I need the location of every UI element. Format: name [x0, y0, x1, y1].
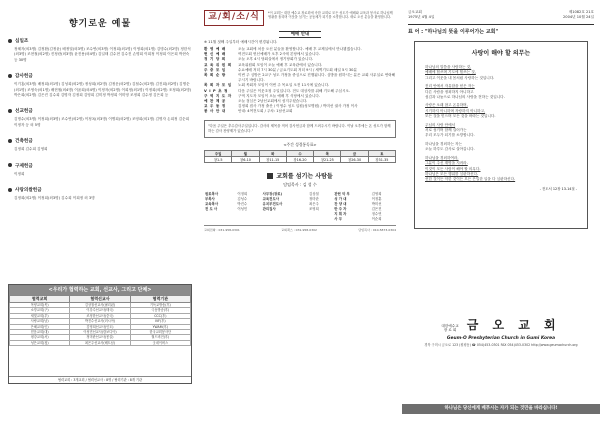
staff-name: 김은진	[371, 206, 382, 211]
poem-line: 하나님의 말씀을 사랑하는 것,	[425, 65, 472, 69]
staff-role: 원로목사	[205, 191, 219, 196]
bulletin-meta-right	[563, 10, 594, 20]
section-text: 이기홍(외3명) 배정희(외1명) 김성희(외2명) 정성희(외2명) 김정운(외2명) 김철수(외2명) 김진희(외2명) 김명순(외1명) 조영숙(외1명) 배현철(외4명) 이윤희(외4명) 이정자(외2명) 이희정(외1명) 이정희(외2명) 조정희(외2명) 박은희(외2명) 김은진 김수희 김명자 김정희 김영희 김미정 박정희 이미영 조정희 김수정 김은희 등	[14, 82, 192, 98]
schedule-reading: 창1-5	[205, 156, 232, 162]
news-text: 수요예배 저녁 7시 30분 / 금요기도회 저녁 9시 / 새벽기도회 매일 5시 30분	[238, 67, 357, 72]
staff-name: 박진수	[237, 201, 248, 206]
poem-box	[414, 41, 588, 229]
bullet-icon	[8, 188, 12, 192]
news-label: 교 육 위 원 회	[204, 62, 232, 67]
denomination-top: 대한예수교	[441, 323, 459, 328]
news-label: 봉 사 안 내	[204, 109, 226, 114]
news-label: 예 찬 제 공	[204, 99, 226, 104]
news-text: 오늘 오후 4시 당회실에서 정기당회가 있습니다.	[238, 57, 314, 62]
staff-role	[204, 217, 236, 222]
news-label: 헌 신 예 배	[204, 52, 226, 57]
offering-section	[8, 138, 192, 152]
offering-section	[8, 73, 192, 98]
contact-item: 교회전화 : 031-958-0301	[204, 227, 240, 232]
poem-line: 이것이 모든 사람이 해야 할 의무다.	[425, 166, 481, 171]
schedule-reading: 창21-25	[314, 156, 341, 162]
table-row	[10, 324, 191, 329]
table-cell: 은혜교회(인)	[10, 324, 70, 329]
table-cell: CCC(후)	[130, 313, 190, 318]
staff-name: 최은주	[308, 201, 319, 206]
church-name-row	[408, 316, 594, 333]
schedule-row	[205, 156, 396, 162]
order-sub: ※ 11월 첫째 주일부터 예배시간이 변경됩니다.	[204, 40, 278, 44]
section-text: 정혜자(외3명) 김정환(김정윤) 배정열(외3명) 조수연(외3명) 이정희(외1명) 이영희(외1명) 김명수(외2명) 정한석(외3명) 조현철(외2명) 진정란(외3명) 윤진용(외4명) 김일태 김수현 김수진 손명희 이희정 이정희 이은희 박현숙 등 30명	[14, 47, 191, 62]
offering-panel	[0, 0, 198, 424]
denomination-bottom: 장 로 회	[443, 328, 457, 333]
table-cell: 평강교회(서)	[10, 335, 70, 340]
section-heading-text: 십일조	[15, 39, 29, 44]
section-heading	[8, 38, 192, 44]
staff-table	[204, 192, 396, 222]
staff-name: 정미란	[308, 196, 319, 201]
staff-name: 정수연	[371, 211, 382, 216]
news-label: V I P 초 청	[204, 88, 229, 93]
poem-line: 다른 사람을 정죄하지 아니하고	[425, 89, 474, 94]
staff-role: 유치부전도사	[262, 201, 283, 206]
offering-section	[8, 38, 192, 63]
order-label-text: 예배 안내	[279, 31, 322, 38]
poem-signature: - 전도서 12장 13-14절 -	[539, 186, 577, 191]
staff-role: 성 가 대	[334, 196, 347, 201]
news-text: 구역 지도자 모임이 오늘 예배 후 식당에서 있습니다.	[238, 93, 321, 98]
table-cell: IVF(후)	[130, 319, 190, 324]
bullet-icon	[8, 74, 12, 78]
issue-number: 제1082호 21호	[568, 10, 594, 14]
church-name: 금 오 교 회	[466, 318, 561, 332]
table-cell: 믿음교회(대)	[10, 330, 70, 335]
staff-title-text: 교회를 섬기는 사람들	[276, 172, 333, 180]
poem-line: 선한 것이든 악한 것이든 모든 은밀한 일을 다 심판하신다.	[425, 177, 516, 182]
table-cell: 박진수선교사(러시아)	[70, 319, 130, 324]
staff-name: 박미선	[371, 201, 382, 206]
poem-line: 사랑은 오래 참고 온유하며,	[425, 103, 468, 108]
table-cell: 조정한선교사(중국)	[70, 313, 130, 318]
staff-role: 찬 양 대	[334, 201, 347, 206]
table-cell: 소망교회(구)	[10, 308, 70, 313]
poem-heading: 사랑이 해야 할 의무는	[471, 50, 531, 57]
table-cell: 굿네이버스	[130, 340, 190, 345]
news-label: 목 회 순 방	[204, 73, 226, 78]
notice-box: "다음 주일은 추수감사주일입니다. 감사의 제목을 적어 감사헌금과 함께 드려주시기 바랍니다. 이날 오후에는 온 성도가 함께하는 감사 찬양제가 있습니다."	[204, 120, 396, 138]
contact-item: 교회팩스 : 031-958-0302	[281, 227, 317, 232]
table-row	[10, 313, 191, 318]
pastor-line: 담임목사 : 김 성 수	[283, 181, 317, 187]
divider	[408, 24, 594, 25]
news-label: 환 영 예 배	[204, 47, 226, 51]
church-english-name: Geum-O Presbyterian Church in Gumi Korea	[446, 336, 556, 341]
schedule-day: 주일	[205, 150, 232, 156]
poem-line: 서로 섬기며 함께 걸어가는	[425, 128, 467, 133]
staff-name: 김성수	[237, 196, 248, 201]
schedule-day: 수	[286, 150, 313, 156]
news-text: 오늘 교회에 처음 오신 분들을 환영합니다. 예배 후 교제실에서 만나뵙겠습니다.	[238, 47, 362, 51]
order-label	[204, 31, 396, 37]
section-heading-text: 감사헌금	[15, 74, 33, 80]
list-item	[204, 109, 396, 114]
poem-lines	[425, 65, 577, 183]
section-text: 김정희(외2명) 이정희(외3명) 김수희 이희정 외 3명	[14, 196, 95, 201]
table-cell: 김상철선교사(필리핀)	[70, 303, 130, 308]
schedule-day: 월	[232, 150, 259, 156]
table-cell: 목양교회(목)	[10, 303, 70, 308]
table-cell: 이강수선교사(태국)	[70, 308, 130, 313]
schedule-reading: 창26-30	[341, 156, 368, 162]
section-heading	[8, 73, 192, 79]
list-item	[204, 73, 396, 83]
section-heading-text: 선교헌금	[15, 109, 33, 115]
news-text: 노회 목회자 모임이 이번 주 목요일 오전 11시에 있습니다.	[238, 83, 330, 88]
news-label: 정 기 당 회	[204, 57, 226, 62]
staff-role: 사무장(장로)	[262, 191, 283, 196]
bulletin-meta	[408, 10, 594, 20]
table-cell: YWAM(후)	[130, 324, 190, 329]
staff-name: 김영희	[371, 191, 382, 196]
poem-line: 모든 것을 믿으며 모든 것을 바라는 것입니다.	[425, 114, 496, 119]
partner-col-header: 협력선교사	[70, 296, 130, 303]
staff-role: 사 무	[334, 216, 342, 221]
offering-title: 향기로운 예물	[68, 19, 132, 29]
bullet-icon	[8, 39, 12, 43]
news-label: 교 우 동 정	[204, 104, 226, 109]
table-cell: 김영희선교사(인도)	[70, 324, 130, 329]
schedule-day: 목	[314, 150, 341, 156]
poem-line: 주님의 사랑 안에서	[425, 122, 456, 127]
news-text: 이번 주 심방은 2교구 성도 가정을 중심으로 진행됩니다. 심방을 원하시는 분은 교회 사무실로 연락해 주시기 바랍니다.	[238, 73, 396, 83]
bullet-icon	[8, 163, 12, 167]
news-text: 다음 주일은 이웃초청 주일입니다. 전도 대상자를 위해 기도해 주십시오.	[238, 88, 351, 93]
issue-date: 2004년 10월 24일	[563, 15, 594, 19]
schedule-day: 금	[341, 150, 368, 156]
section-heading-text: 사랑의쌀헌금	[15, 188, 42, 194]
offering-sections	[8, 38, 192, 201]
news-logo: 교/회/소/식	[204, 10, 264, 26]
schedule-reading: 창11-15	[259, 156, 286, 162]
staff-name: 이정훈	[371, 196, 382, 201]
staff-role	[262, 217, 308, 222]
schedule-reading: 창16-20	[286, 156, 313, 162]
table-cell: 한국교회봉사단	[130, 330, 190, 335]
schedule-day: 화	[259, 150, 286, 156]
church-label: 금오교회	[408, 10, 422, 14]
table-row	[10, 319, 191, 324]
table-cell: 최은주선교사(베트남)	[70, 340, 130, 345]
poem-line: 섬김과 나눔으로 하나님의 사랑을 전하는 것입니다.	[425, 95, 505, 100]
partner-footer: 협력교회 : 3개교회 / 협력선교사 : 8명 / 협력기관 : 8개 기관	[9, 376, 191, 383]
section-heading-text: 건축헌금	[15, 139, 33, 145]
staff-name: 이정희	[237, 191, 248, 196]
schedule-label: <주간 성경통독표>	[283, 141, 317, 147]
staff-name	[236, 217, 261, 222]
staff-title	[204, 171, 396, 180]
cover-panel	[402, 0, 600, 424]
church-address: 경북 구미시 금오로 123 (원평동) ☎ 054)453-0301 FAX 054)453-0302 http://www.geumochurch.org	[424, 343, 578, 347]
news-label: 목 회 자 모 임	[204, 83, 232, 88]
table-cell: 극동방송(후)	[130, 308, 190, 313]
staff-name: 김상철	[308, 191, 319, 196]
news-list	[204, 47, 396, 115]
news-text: 여전도회 헌신예배가 오후 2시에 본당에서 있습니다.	[238, 52, 321, 57]
news-text: 교육위원회 모임이 오늘 예배 후 교육관에서 있습니다.	[238, 62, 323, 67]
table-row	[10, 340, 191, 345]
section-heading	[8, 163, 192, 169]
staff-role: 관현 악 부	[334, 191, 350, 196]
poem-line: 예배에 힘쓰며 기도에 힘쓰는 것,	[425, 70, 476, 75]
poem-line: 그리고 이웃을 내 몸처럼 사랑하는 것입니다.	[425, 75, 495, 80]
contact-footer	[204, 225, 396, 232]
offering-section	[8, 108, 192, 128]
section-heading	[8, 187, 192, 193]
staff-role: 관리집사	[262, 206, 276, 211]
section-heading	[8, 108, 192, 114]
poem-line: 하나님은 모든 행위를 심판하신다.	[425, 171, 479, 176]
poem-line: 진리 안에서 자유함을 얻은 자는	[425, 84, 475, 89]
section-heading	[8, 138, 192, 144]
partner-box	[8, 284, 192, 384]
table-row	[10, 308, 191, 313]
staff-role: 교육전도사	[262, 196, 280, 201]
bullet-icon	[8, 109, 12, 113]
motto-title: 표 어 : "하나님의 뜻을 이루어가는 교회"	[408, 29, 499, 35]
table-row	[204, 217, 396, 222]
staff-name: 이성민	[237, 206, 248, 211]
founded-date: 1975년 4월 4일	[408, 15, 435, 19]
poem-line: 하나님을 경외하는 자는	[425, 141, 462, 146]
staff-name	[308, 217, 333, 222]
partner-table	[9, 295, 191, 346]
partner-col-header: 협력기관	[130, 296, 190, 303]
staff-role: 반 주 자	[334, 206, 347, 211]
news-text: 김정희 집사 가정 출산 / 이영수 성도 입원(성모병원) / 박미선 권사 가정 이사	[238, 104, 358, 109]
staff-name: 이순희	[371, 216, 382, 221]
poem-line: 하나님을 경외하여라,	[425, 155, 459, 160]
church-news-panel	[200, 0, 400, 424]
table-cell: 기독교방송(후)	[130, 303, 190, 308]
table-row	[10, 335, 191, 340]
contact-item: 담임목사 : 010-5873-0304	[358, 227, 396, 232]
footer-slogan: 하나님은 당신에게 베푸시는 자가 되는 것만을 바라십니다!	[402, 404, 600, 414]
partner-table-head	[10, 296, 191, 303]
news-text: 안내: 4여전도회 / 주차: 1남선교회	[238, 109, 293, 114]
section-text: 이정희	[14, 171, 25, 176]
schedule-reading: 창6-10	[232, 156, 259, 162]
staff-role: 교육목사	[205, 201, 219, 206]
offering-section	[8, 187, 192, 201]
poem-line: 시기하지 아니하며 자랑하지 아니하고,	[425, 108, 486, 113]
table-cell: 새빛교회(부)	[10, 313, 70, 318]
section-heading-text: 구제헌금	[15, 163, 33, 169]
partner-header: <우리가 협력하는 교회, 선교사, 그리고 단체>	[9, 285, 191, 295]
table-cell: 성은교회(청)	[10, 340, 70, 345]
partner-table-body	[10, 303, 191, 346]
table-cell: 정미란선교사(몽골)	[70, 335, 130, 340]
partner-col-header: 협력교회	[10, 296, 70, 303]
news-label: 구 역 지 도 자	[204, 93, 232, 98]
church-identity	[408, 316, 594, 347]
news-text: 오늘 점심은 2남선교회에서 섬겨주셨습니다.	[238, 99, 308, 104]
section-text: 김정희 김수희 김영희	[14, 147, 48, 152]
table-cell: 사랑교회(남)	[10, 319, 70, 324]
section-text: 김명수(외3명) 이정희(외3명) 조수연(외2명) 이정옥(외3명) 이병희(외2명) 조영희(외1명) 김명자 손희정 김순희 이정자 등 외 5명	[14, 117, 190, 127]
table-cell: 이성민선교사(캄보디아)	[70, 330, 130, 335]
poem-line: 오늘 하루도 감사로 살아갑니다.	[425, 147, 475, 152]
staff-role: 지 휘 자	[334, 211, 347, 216]
denomination	[441, 324, 458, 333]
schedule-reading: 창31-35	[368, 156, 395, 162]
news-header	[204, 10, 396, 26]
staff-role: 부목사	[205, 196, 215, 201]
news-label: 주 중 모 임	[204, 67, 226, 72]
schedule-table	[204, 150, 396, 163]
staff-name: 조영희	[308, 206, 319, 211]
news-motto: *이 교회는 대한 예수교 장로회에 속한 교회로 모든 성도가 예배와 교육과 봉사로 하나님께 영광을 돌리며 이웃을 섬기는 공동체가 되기를 소망합니다. 새로 오신 분들을 환영합니다.	[268, 11, 393, 20]
poem-line: 우리 모두가 되기를 소망합니다.	[425, 133, 475, 138]
square-icon	[267, 173, 273, 179]
bulletin-meta-left	[408, 10, 434, 20]
poem-line: 그분이 주신 계명을 지켜라.	[425, 161, 468, 166]
table-cell: 월드비전(후)	[130, 335, 190, 340]
schedule-day: 토	[368, 150, 395, 156]
offering-section	[8, 163, 192, 177]
bullet-icon	[8, 139, 12, 143]
staff-role: 전 도 사	[205, 206, 218, 211]
